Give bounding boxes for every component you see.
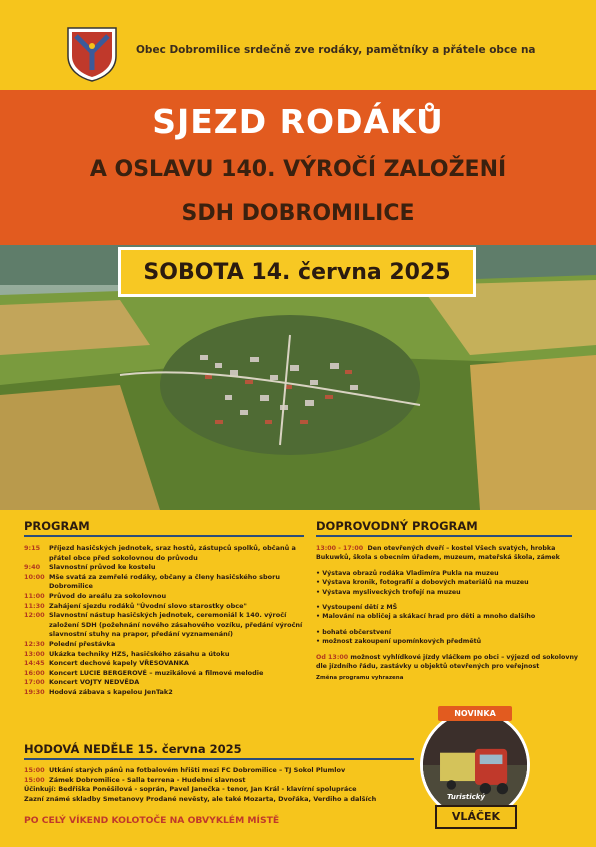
list-item: 15:00 Zámek Dobromilice - Salla terrena - Hudební slavnost: [24, 775, 246, 784]
list-item: 9:15 Příjezd hasičských jednotek, sraz hostů, zástupců spolků, občanů a přátel obce před sokolovnou do průvodu: [24, 544, 296, 562]
list-item: Účinkují: Bedřiška Poněšilová - soprán, Pavel Janečka - tenor, Jan Král - klavírní spolupráce: [24, 785, 357, 794]
subtitle-line-1: A OSLAVU 140. VÝROČÍ ZALOŽENÍ: [89, 157, 507, 182]
list-item: 9:40 Slavnostní průvod ke kostelu: [24, 563, 156, 572]
sunday-list: [24, 766, 404, 804]
program-heading: PROGRAM: [24, 519, 90, 533]
list-item: 10:00 Mše svatá za zemřelé rodáky, občany a členy hasičského sboru Dobromilice: [24, 572, 280, 591]
list-item: 15:00 Utkání starých pánů na fotbalovém hřišti mezi FC Dobromilice – TJ Sokol Plumlov: [24, 766, 346, 774]
program-rule: [24, 535, 304, 537]
list-item: 13:00 Ukázka techniky HZS, hasičského zásahu a útoku: [24, 649, 230, 658]
list-item: 14:45 Koncert dechové kapely VŘESOVANKA: [24, 659, 189, 668]
list-item: 11:30 Zahájení sjezdu rodáků "Úvodní slovo starostky obce": [24, 601, 247, 610]
list-item: 11:00 Průvod do areálu za sokolovnou: [24, 591, 167, 600]
event-date: SOBOTA 14. června 2025: [118, 247, 476, 297]
list-item: 17:00 Koncert VOJTY NEDVĚDA: [24, 678, 140, 687]
list-item: • Výstava kronik, fotografií a dobových materiálů na muzeu: [316, 579, 529, 587]
weekend-rides-note: PO CELÝ VÍKEND KOLOTOČE NA OBVYKLÉM MÍSTĚ: [24, 815, 280, 826]
list-item: • Malování na obličej a skákací hrad pro děti a mnoho dalšího: [316, 613, 536, 621]
doprovodny-rule: [316, 535, 572, 537]
change-note: Změna programu vyhrazena: [316, 675, 404, 682]
list-item: • možnost zakoupení upomínkových předmětů: [316, 638, 482, 646]
badge-script-text: Turistický: [447, 793, 485, 801]
list-item: 12:00 Slavnostní nástup hasičských jednotek, ceremoniál k 140. výročí založení SDH (požehnání nového zásahového vozíku, předání výroční slavnostní stuhy na prapor, předání vyznamenání): [24, 611, 303, 639]
train-item: Od 13:00 možnost vyhlídkové jízdy vláčkem po obci – výjezd od sokolovny dle jízdního řádu, zastávky u objektů otevřených pro veřejnost: [316, 653, 579, 671]
sunday-rule: [24, 758, 414, 760]
train-badge-photo: [420, 710, 530, 820]
list-item: 12:30 Polední přestávka: [24, 639, 116, 648]
vlacek-plaque: VLÁČEK: [435, 805, 517, 829]
novinka-ribbon: NOVINKA: [438, 706, 512, 721]
coat-of-arms-icon: [66, 26, 118, 82]
list-item: 16:00 Koncert LUCIE BERGEROVÉ – muzikálové a filmové melodie: [24, 668, 264, 677]
sunday-heading: HODOVÁ NEDĚLE 15. června 2025: [24, 742, 242, 756]
subtitle-line-2: SDH DOBROMILICE: [181, 201, 415, 226]
invitation-text: Obec Dobromilice srdečně zve rodáky, pamětníky a přátele obce na: [136, 44, 536, 56]
doprovodny-heading: DOPROVODNÝ PROGRAM: [316, 519, 478, 533]
open-day-item: 13:00 - 17:00 Den otevřených dveří – kostel Všech svatých, hrobka Bukuwků, škola s obecním úřadem, muzeum, mateřská škola, zámek: [316, 545, 560, 562]
list-item: Zazní známé skladby Smetanovy Prodané nevěsty, ale také Mozarta, Dvořáka, Verdiho a dalších: [24, 794, 377, 803]
list-item: • Vystoupení dětí z MŠ: [316, 604, 398, 612]
main-title: SJEZD RODÁKŮ: [152, 102, 444, 141]
list-item: 19:30 Hodová zábava s kapelou JenTak2: [24, 687, 173, 696]
list-item: • bohaté občerstvení: [316, 628, 391, 636]
list-item: • Výstava mysliveckých trofejí na muzeu: [316, 588, 461, 596]
doprovodny-list: [316, 544, 584, 681]
program-list: [24, 544, 314, 698]
list-item: • Výstava obrazů rodáka Vladimíra Pukla na muzeu: [316, 569, 499, 577]
